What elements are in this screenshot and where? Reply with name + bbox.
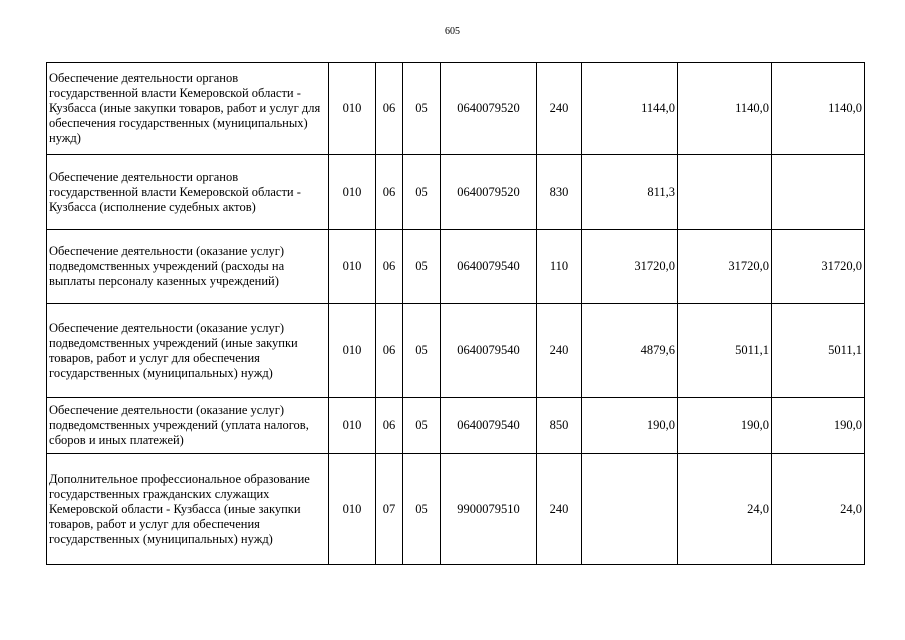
ministry-code: 010: [329, 155, 376, 230]
table-row: [47, 230, 865, 304]
target-article-code: 0640079540: [441, 304, 537, 398]
amount-year-1: 31720,0: [582, 230, 678, 304]
amount-year-3: 31720,0: [772, 230, 865, 304]
amount-year-2: 24,0: [678, 454, 772, 565]
expense-type-code: 850: [537, 398, 582, 454]
row-description: Обеспечение деятельности (оказание услуг) подведомственных учреждений (иные закупки товаров, работ и услуг для обеспечения государственных (муниципальных) нужд): [47, 304, 329, 398]
section-code: 07: [376, 454, 403, 565]
table-row: [47, 304, 865, 398]
amount-year-3: [772, 155, 865, 230]
amount-year-3: 190,0: [772, 398, 865, 454]
amount-year-2: 5011,1: [678, 304, 772, 398]
section-code: 06: [376, 304, 403, 398]
ministry-code: 010: [329, 398, 376, 454]
row-description: Дополнительное профессиональное образование государственных гражданских служащих Кемеровской области - Кузбасса (иные закупки товаров, работ и услуг для обеспечения государственных (муниципальных) нужд): [47, 454, 329, 565]
expense-type-code: 830: [537, 155, 582, 230]
ministry-code: 010: [329, 230, 376, 304]
amount-year-2: 190,0: [678, 398, 772, 454]
subsection-code: 05: [403, 398, 441, 454]
section-code: 06: [376, 63, 403, 155]
subsection-code: 05: [403, 304, 441, 398]
amount-year-1: 811,3: [582, 155, 678, 230]
subsection-code: 05: [403, 230, 441, 304]
expense-type-code: 240: [537, 454, 582, 565]
table-row: [47, 63, 865, 155]
row-description: Обеспечение деятельности (оказание услуг) подведомственных учреждений (уплата налогов, сборов и иных платежей): [47, 398, 329, 454]
amount-year-3: 24,0: [772, 454, 865, 565]
ministry-code: 010: [329, 304, 376, 398]
amount-year-1: 1144,0: [582, 63, 678, 155]
expense-type-code: 240: [537, 63, 582, 155]
amount-year-1: 4879,6: [582, 304, 678, 398]
table-row: [47, 398, 865, 454]
target-article-code: 0640079540: [441, 230, 537, 304]
row-description: Обеспечение деятельности органов государственной власти Кемеровской области - Кузбасса (исполнение судебных актов): [47, 155, 329, 230]
amount-year-1: 190,0: [582, 398, 678, 454]
target-article-code: 0640079520: [441, 155, 537, 230]
row-description: Обеспечение деятельности (оказание услуг) подведомственных учреждений (расходы на выплаты персоналу казенных учреждений): [47, 230, 329, 304]
subsection-code: 05: [403, 155, 441, 230]
section-code: 06: [376, 398, 403, 454]
subsection-code: 05: [403, 454, 441, 565]
ministry-code: 010: [329, 63, 376, 155]
amount-year-3: 5011,1: [772, 304, 865, 398]
target-article-code: 0640079520: [441, 63, 537, 155]
target-article-code: 0640079540: [441, 398, 537, 454]
row-description: Обеспечение деятельности органов государственной власти Кемеровской области - Кузбасса (иные закупки товаров, работ и услуг для обеспечения государственных (муниципальных) нужд): [47, 63, 329, 155]
amount-year-1: [582, 454, 678, 565]
ministry-code: 010: [329, 454, 376, 565]
target-article-code: 9900079510: [441, 454, 537, 565]
amount-year-2: [678, 155, 772, 230]
amount-year-2: 1140,0: [678, 63, 772, 155]
table-row: [47, 155, 865, 230]
expense-type-code: 110: [537, 230, 582, 304]
section-code: 06: [376, 155, 403, 230]
subsection-code: 05: [403, 63, 441, 155]
amount-year-3: 1140,0: [772, 63, 865, 155]
page-number: 605: [445, 26, 460, 37]
table-row: [47, 454, 865, 565]
expense-type-code: 240: [537, 304, 582, 398]
section-code: 06: [376, 230, 403, 304]
amount-year-2: 31720,0: [678, 230, 772, 304]
budget-table: [46, 62, 865, 565]
